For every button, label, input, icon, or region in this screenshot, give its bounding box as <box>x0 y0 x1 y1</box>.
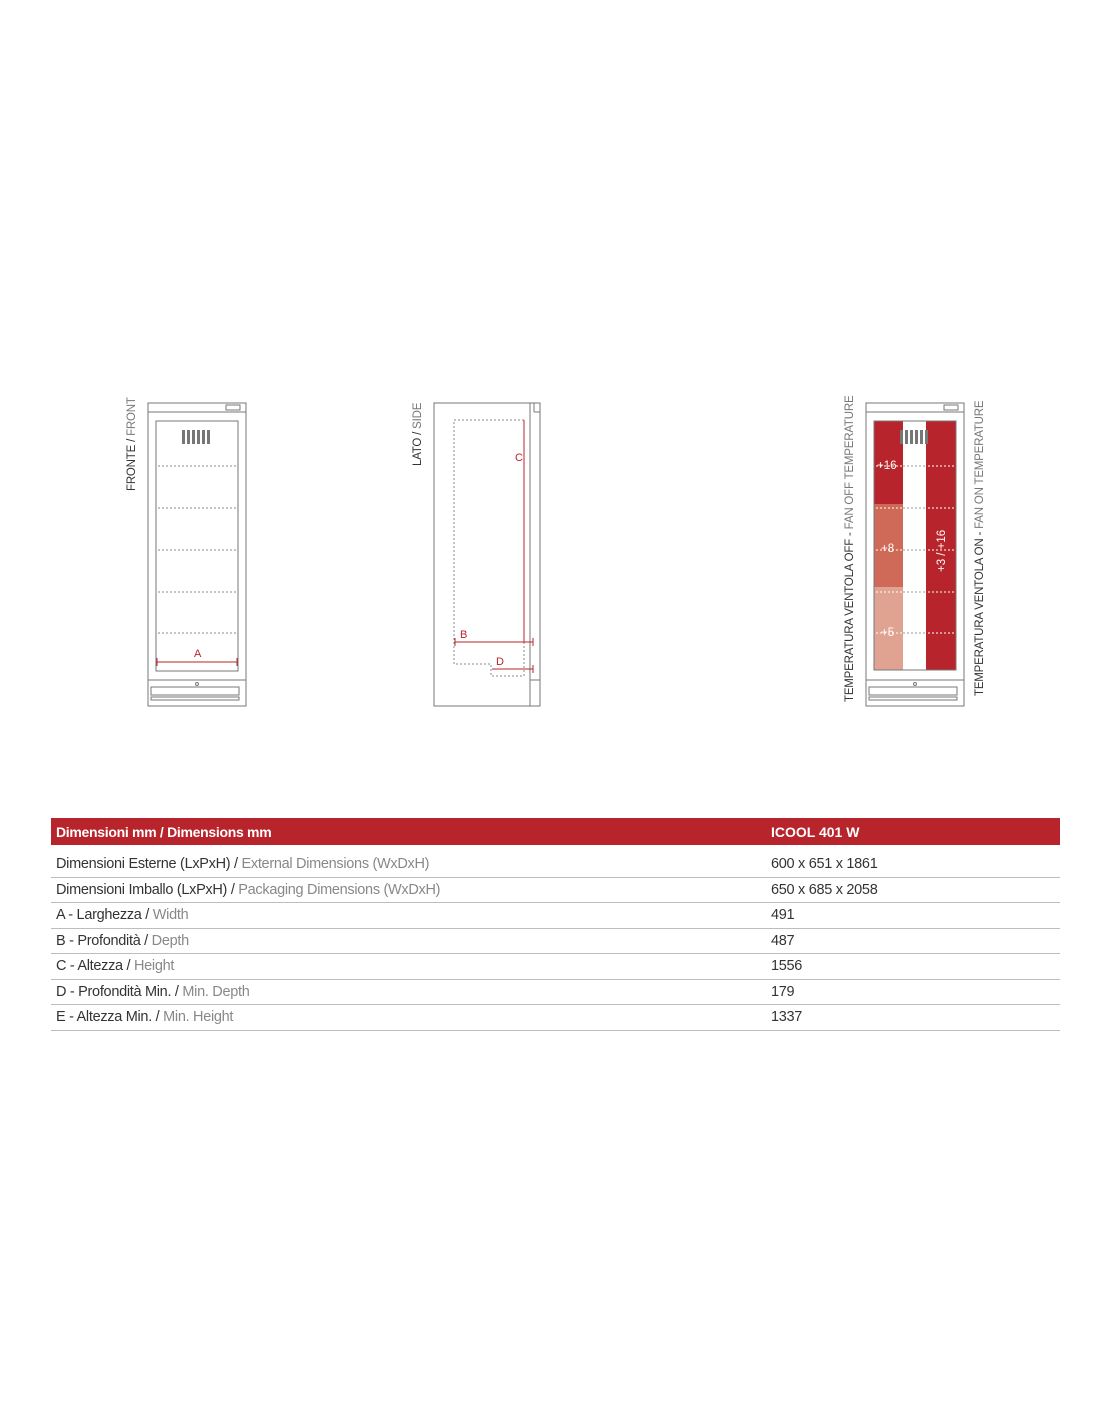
side-view-label <box>412 403 424 466</box>
table-row <box>51 954 1060 980</box>
front-label-it: FRONTE / <box>126 438 138 491</box>
fan-on-label-it: TEMPERATURA VENTOLA ON - <box>974 528 986 696</box>
row-label-en: Min. Height <box>163 1009 234 1026</box>
row-value: 487 <box>771 932 795 949</box>
row-label-it: C - Altezza / <box>56 958 134 975</box>
front-label-en: FRONT <box>126 397 138 439</box>
table-row <box>51 878 1060 904</box>
row-value: 650 x 685 x 2058 <box>771 881 878 898</box>
dimensions-table <box>51 818 1060 1031</box>
row-label-en: External Dimensions (WxDxH) <box>241 856 430 873</box>
table-row <box>51 903 1060 929</box>
header-label: Dimensioni mm / Dimensions mm <box>56 823 272 840</box>
front-dimension-a-label: A <box>194 648 202 660</box>
row-label-it: Dimensioni Esterne (LxPxH) / <box>56 856 242 873</box>
side-dimension-b-label: B <box>460 629 468 641</box>
row-label <box>51 933 771 949</box>
row-value: 600 x 651 x 1861 <box>771 856 878 873</box>
row-label-en: Min. Depth <box>182 983 250 1000</box>
fan-off-label-en: FAN OFF TEMPERATURE <box>844 395 856 530</box>
temp-zone-top-label: +16 <box>877 460 897 472</box>
side-label-it: LATO / <box>412 431 424 466</box>
front-shelves <box>158 466 236 633</box>
row-label-it: B - Profondità / <box>56 932 152 949</box>
row-label <box>51 958 771 974</box>
fan-off-temperature-label <box>844 396 856 702</box>
side-dimension-d-label: D <box>496 656 504 668</box>
dimensions-table-body <box>51 852 1060 1031</box>
dimensions-table-header <box>51 818 1060 845</box>
row-value: 1337 <box>771 1009 803 1026</box>
fan-on-temperature-label <box>974 401 986 696</box>
fan-on-label-en: FAN ON TEMPERATURE <box>974 400 986 529</box>
temp-shelves-dark <box>903 466 926 633</box>
row-value: 1556 <box>771 958 803 975</box>
row-label-en: Packaging Dimensions (WxDxH) <box>238 881 441 898</box>
temp-zone-bottom-label: +5 <box>881 627 895 639</box>
side-dimension-c-label: C <box>515 452 523 464</box>
row-label <box>51 1009 771 1025</box>
temp-fan-icon <box>900 430 928 444</box>
header-model: ICOOL 401 W <box>771 823 860 840</box>
row-value: 179 <box>771 983 795 1000</box>
row-label-en: Height <box>134 958 175 975</box>
side-label-en: SIDE <box>412 402 424 432</box>
table-row <box>51 852 1060 878</box>
front-glass-door <box>156 421 238 671</box>
row-label-it: A - Larghezza / <box>56 907 153 924</box>
row-label <box>51 856 771 872</box>
row-label-en: Width <box>152 907 189 924</box>
row-label <box>51 984 771 1000</box>
temp-zone-mid-label: +8 <box>881 543 895 555</box>
row-label-it: Dimensioni Imballo (LxPxH) / <box>56 881 239 898</box>
row-label <box>51 907 771 923</box>
front-fan-icon <box>182 430 210 444</box>
row-label-en: Depth <box>151 932 189 949</box>
table-row <box>51 1005 1060 1031</box>
table-row <box>51 929 1060 955</box>
row-label <box>51 882 771 898</box>
temp-fan-on-range-label: +3 / +16 <box>936 529 948 572</box>
row-label-it: E - Altezza Min. / <box>56 1009 164 1026</box>
row-label-it: D - Profondità Min. / <box>56 983 183 1000</box>
fan-off-label-it: TEMPERATURA VENTOLA OFF - <box>844 529 856 702</box>
table-row <box>51 980 1060 1006</box>
row-value: 491 <box>771 907 795 924</box>
front-cabinet-outline <box>148 403 246 706</box>
